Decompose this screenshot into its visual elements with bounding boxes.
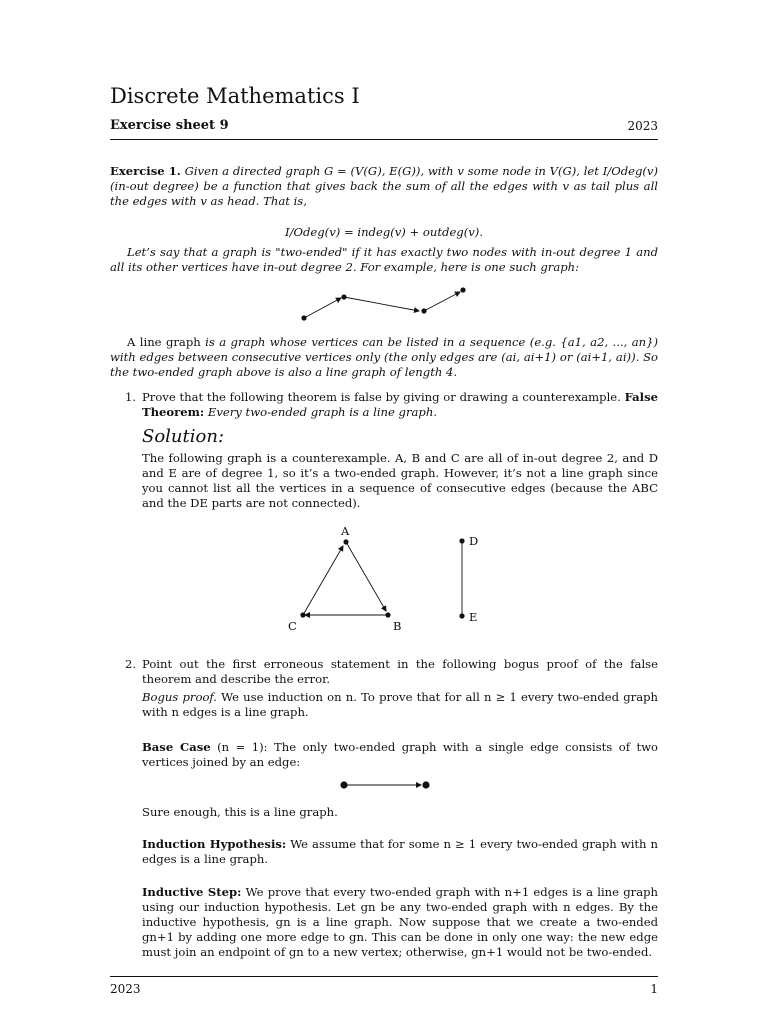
course-title: Discrete Mathematics I: [110, 84, 360, 108]
item-2-number: 2.: [125, 657, 137, 671]
solution-heading: Solution:: [142, 426, 225, 447]
induction-hypothesis: [142, 837, 658, 867]
item-1-prompt: Prove that the following theorem is false by giving or drawing a counterexample.: [142, 390, 621, 404]
label-b: B: [393, 619, 402, 633]
label-d: D: [469, 534, 479, 548]
inductive-step-text: We prove that every two-ended graph with n+1 edges is a line graph using our induction hypothesis. Let gn be any two-ended graph with n edges. By the inductive hypothesis, gn is a line graph. Now suppose that we create a two-ended gn+1 by adding one more edge to gn. This can be done in only one way: the new edge must join an endpoint of gn to a new vertex; otherwise, gn+1 would not be two-ended.: [142, 885, 658, 959]
header-year: 2023: [627, 119, 658, 133]
base-case-label: Base Case: [142, 740, 211, 754]
label-e: E: [469, 610, 478, 624]
label-c: C: [288, 619, 297, 633]
page-number: 1: [650, 982, 658, 996]
inductive-step-label: Inductive Step:: [142, 885, 242, 899]
label-a: A: [341, 524, 350, 538]
line-graph-text: is a graph whose vertices can be listed in a sequence (e.g. {a1, a2, ..., an}) with edges between consecutive vertices only (the only edges are (ai, ai+1) or (ai+1, ai)). So the two-ended graph above is also a line graph of length 4.: [110, 335, 658, 379]
bogus-proof-label: Bogus proof.: [142, 690, 217, 704]
footer-rule: [110, 976, 658, 977]
single-edge-vertex-1: [340, 781, 347, 788]
two-ended-definition: Let’s say that a graph is "two-ended" if it has exactly two nodes with in-out degree 1 and all its other vertices have in-out degree 2. For example, here is one such graph:: [110, 245, 658, 274]
item-2-text: Point out the first erroneous statement in the following bogus proof of the false theorem and describe the error.: [142, 657, 658, 686]
false-theorem-text: Every two-ended graph is a line graph.: [207, 405, 438, 419]
sure-enough-text: Sure enough, this is a line graph.: [142, 805, 338, 819]
footer-year: 2023: [110, 982, 141, 996]
false-theorem-label: False Theorem:: [142, 390, 658, 419]
io-degree-formula: I/Odeg(v) = indeg(v) + outdeg(v).: [284, 225, 484, 239]
base-case-condition: (n = 1):: [217, 740, 268, 754]
item-1-number: 1.: [125, 390, 137, 404]
exercise-intro-text: Given a directed graph G = (V(G), E(G)), with v some node in V(G), let I/Odeg(v) (in-out degree) be a function that gives back the sum of all the edges with v as tail plus all the edges with v as head. That is,: [110, 164, 658, 208]
single-edge-vertex-2: [422, 781, 429, 788]
sheet-title: Exercise sheet 9: [110, 118, 229, 133]
bogus-proof-text: We use induction on n. To prove that for all n ≥ 1 every two-ended graph with n edges is a line graph.: [142, 690, 658, 719]
solution-text: The following graph is a counterexample. A, B and C are all of in-out degree 2, and D and E are of degree 1, so it’s a two-ended graph. However, it’s not a line graph since you cannot list all the vertices in a sequence of consecutive edges (because the ABC and the DE parts are not connected).: [142, 451, 658, 510]
exercise-label: Exercise 1.: [110, 164, 181, 178]
base-case-text: The only two-ended graph with a single edge consists of two vertices joined by an edge:: [142, 740, 659, 769]
inductive-step: [142, 885, 658, 960]
line-graph-term: A line graph: [127, 335, 201, 349]
induction-hypothesis-text: We assume that for some n ≥ 1 every two-ended graph with n edges is a line graph.: [142, 837, 659, 866]
induction-hypothesis-label: Induction Hypothesis:: [142, 837, 287, 851]
